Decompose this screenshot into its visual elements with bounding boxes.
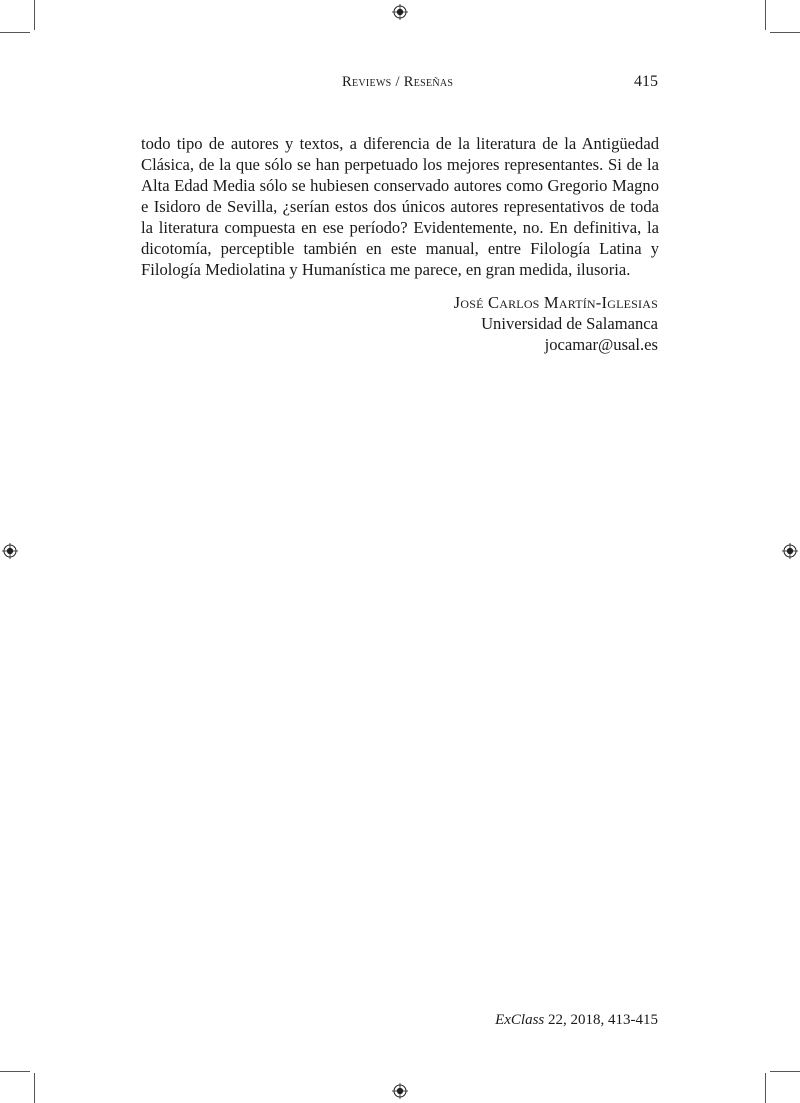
- registration-mark-icon: [2, 543, 18, 559]
- crop-mark: [770, 1071, 800, 1072]
- crop-mark: [0, 1071, 30, 1072]
- author-email: jocamar@usal.es: [544, 335, 658, 354]
- running-head: Reviews / Reseñas: [342, 74, 454, 90]
- body-paragraph: todo tipo de autores y textos, a diferencia de la literatura de la Antigüedad Clásica, de la que sólo se han perpetuado los mejores representantes. Si de la Alta Edad Media sólo se hubiesen conservado autores como Gregorio Magno e Isidoro de Sevilla, ¿serían estos dos únicos autores representativos de toda la literatura compuesta en ese período? Evidentemente, no. En definitiva, la dicotomía, perceptible también en este manual, entre Filología Latina y Filología Mediolatina y Humanística me parece, en gran medida, ilusoria.: [141, 134, 659, 279]
- registration-mark-icon: [782, 543, 798, 559]
- crop-mark: [0, 32, 30, 33]
- journal-name: ExClass: [495, 1012, 545, 1028]
- signature-block: [454, 292, 658, 355]
- citation-details: 22, 2018, 413-415: [544, 1012, 658, 1028]
- crop-mark: [770, 32, 800, 33]
- author-name: José Carlos Martín-Iglesias: [453, 293, 658, 312]
- crop-mark: [34, 0, 35, 30]
- crop-mark: [765, 1073, 766, 1103]
- footer-citation: [495, 1012, 658, 1029]
- crop-mark: [765, 0, 766, 30]
- page-number: 415: [634, 73, 658, 90]
- crop-mark: [34, 1073, 35, 1103]
- registration-mark-icon: [392, 4, 408, 20]
- registration-mark-icon: [392, 1083, 408, 1099]
- author-affiliation: Universidad de Salamanca: [481, 314, 658, 333]
